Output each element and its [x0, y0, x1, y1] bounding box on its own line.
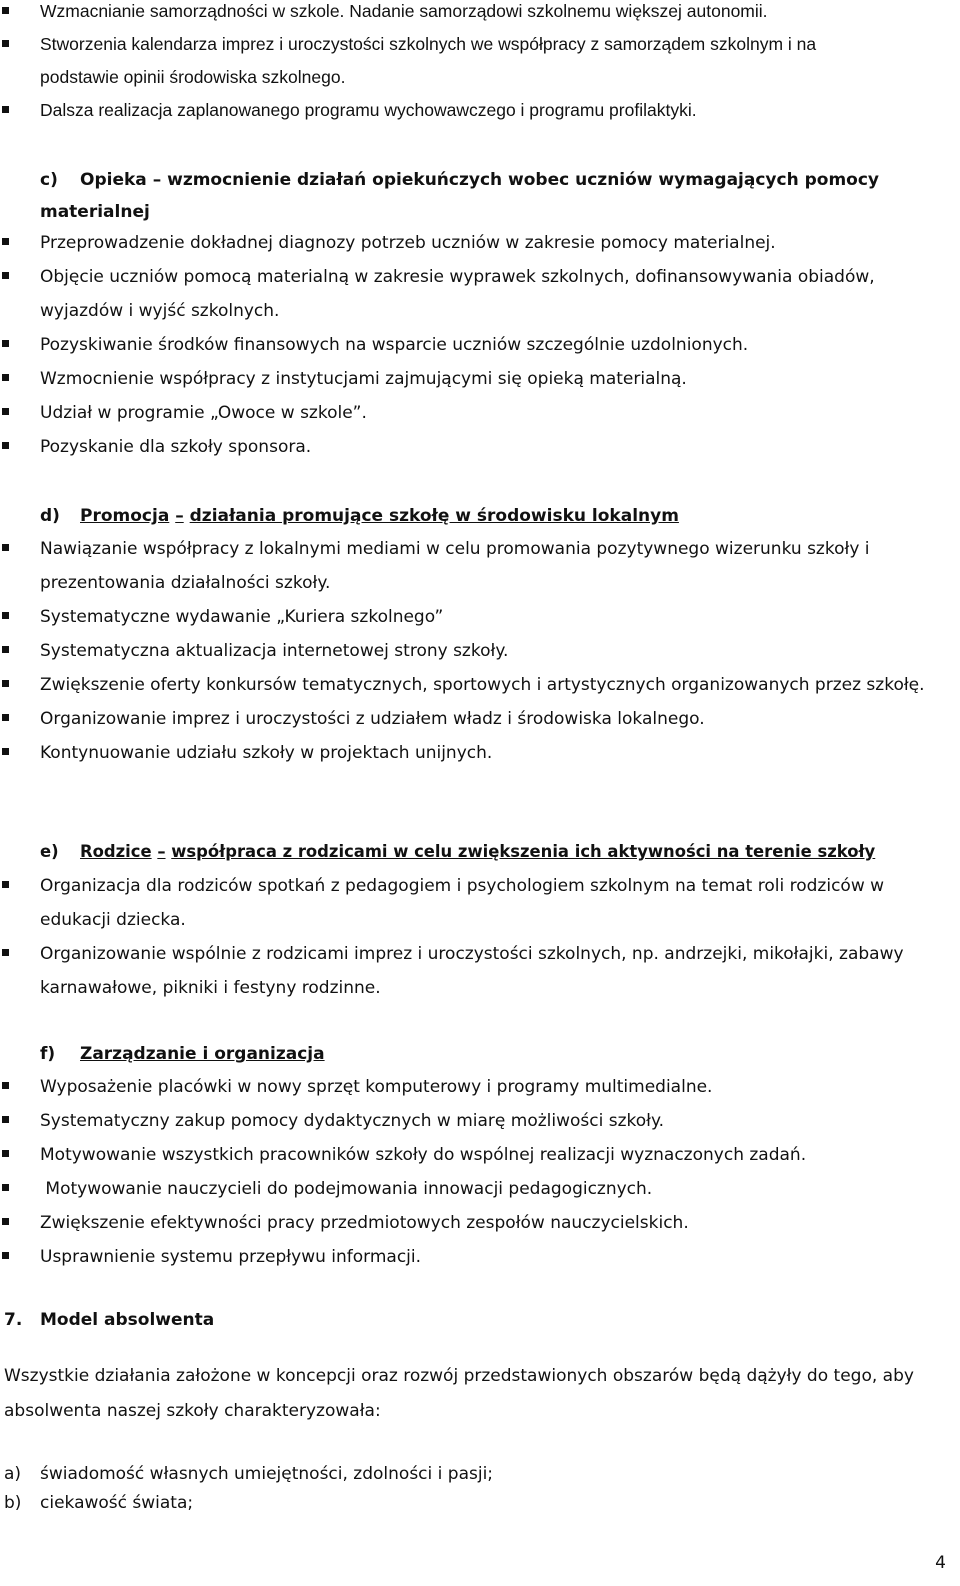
section-title: Promocja: [80, 506, 170, 526]
section-title: Model absolwenta: [40, 1310, 215, 1330]
list-letter: a): [4, 1464, 22, 1484]
list-item: [4, 1487, 193, 1519]
list-item: Zwiększenie efektywności pracy przedmiotowych zespołów nauczycielskich.: [0, 1206, 960, 1240]
section-number: 7.: [4, 1310, 23, 1330]
list-item: Systematyczne wydawanie „Kuriera szkolnego”: [0, 600, 960, 634]
list-item: Wyposażenie placówki w nowy sprzęt komputerowy i programy multimedialne.: [0, 1070, 960, 1104]
section-c-bullets: [0, 226, 960, 464]
list-text: ciekawość świata;: [40, 1493, 194, 1513]
list-item: Organizacja dla rodziców spotkań z pedagogiem i psychologiem szkolnym na temat roli rodziców w edukacji dziecka.: [0, 869, 960, 937]
list-text: świadomość własnych umiejętności, zdolności i pasji;: [40, 1464, 494, 1484]
list-item: Przeprowadzenie dokładnej diagnozy potrzeb uczniów w zakresie pomocy materialnej.: [0, 226, 960, 260]
list-item: Pozyskanie dla szkoły sponsora.: [0, 430, 960, 464]
list-item: [4, 1458, 493, 1490]
section-title: Zarządzanie i organizacja: [80, 1044, 325, 1064]
section-subtitle: współpraca z rodzicami w celu zwiększenia ich aktywności na terenie szkoły: [171, 842, 876, 861]
section-f-heading: [40, 1038, 325, 1070]
section-label: c): [40, 170, 58, 190]
list-letter: b): [4, 1493, 22, 1513]
section-d-heading: [40, 500, 679, 532]
list-item: Zwiększenie oferty konkursów tematycznych, sportowych i artystycznych organizowanych przez szkołę.: [0, 668, 960, 702]
list-item: Nawiązanie współpracy z lokalnymi mediami w celu promowania pozytywnego wizerunku szkoły i prezentowania działalności szkoły.: [0, 532, 960, 600]
list-item: Systematyczny zakup pomocy dydaktycznych w miarę możliwości szkoły.: [0, 1104, 960, 1138]
list-item: Systematyczna aktualizacja internetowej strony szkoły.: [0, 634, 960, 668]
section-title: Opieka: [80, 170, 147, 190]
list-item: Objęcie uczniów pomocą materialną w zakresie wyprawek szkolnych, dofinansowywania obiadów, wyjazdów i wyjść szkolnych.: [0, 260, 960, 328]
section-d-bullets: [0, 532, 960, 770]
list-item: Usprawnienie systemu przepływu informacji.: [0, 1240, 960, 1274]
section-label: d): [40, 506, 60, 526]
list-item: Organizowanie imprez i uroczystości z udziałem władz i środowiska lokalnego.: [0, 702, 960, 736]
section-title: Rodzice: [80, 842, 152, 861]
section-e-heading: [40, 836, 875, 868]
list-item: Kontynuowanie udziału szkoły w projektach unijnych.: [0, 736, 960, 770]
section-dash: –: [175, 506, 184, 526]
list-item: Udział w programie „Owoce w szkole”.: [0, 396, 960, 430]
section-label: e): [40, 842, 59, 861]
section-7-heading: [4, 1310, 214, 1330]
section-7-paragraph: Wszystkie działania założone w koncepcji oraz rozwój przedstawionych obszarów będą dążyły do tego, aby absolwenta naszej szkoły charakteryzowała:: [4, 1366, 914, 1421]
section-dash: –: [157, 842, 166, 861]
list-item: Pozyskiwanie środków finansowych na wsparcie uczniów szczególnie uzdolnionych.: [0, 328, 960, 362]
list-item: Dalsza realizacja zaplanowanego programu wychowawczego i programu profilaktyki.: [0, 94, 960, 127]
list-item: Motywowanie wszystkich pracowników szkoły do wspólnej realizacji wyznaczonych zadań.: [0, 1138, 960, 1172]
page-number: 4: [935, 1553, 946, 1573]
section-subtitle: wzmocnienie działań opiekuńczych wobec uczniów wymagających pomocy materialnej: [40, 170, 880, 222]
section-label: f): [40, 1044, 56, 1064]
list-item: Organizowanie wspólnie z rodzicami imprez i uroczystości szkolnych, np. andrzejki, mikołajki, zabawy karnawałowe, pikniki i festyny rodzinne.: [0, 937, 960, 1005]
intro-bullet-list: [0, 0, 960, 127]
list-item: Wzmocnienie współpracy z instytucjami zajmującymi się opieką materialną.: [0, 362, 960, 396]
list-item: Wzmacnianie samorządności w szkole. Nadanie samorządowi szkolnemu większej autonomii.: [0, 0, 960, 28]
list-item: Motywowanie nauczycieli do podejmowania innowacji pedagogicznych.: [0, 1172, 960, 1206]
section-subtitle: działania promujące szkołę w środowisku lokalnym: [189, 506, 679, 526]
section-e-bullets: [0, 869, 960, 1005]
section-c-heading: [40, 164, 900, 228]
section-dash: –: [152, 170, 162, 190]
list-item: Stworzenia kalendarza imprez i uroczystości szkolnych we współpracy z samorządem szkolnym i na podstawie opinii środowiska szkolnego.: [0, 28, 960, 94]
section-f-bullets: [0, 1070, 960, 1274]
